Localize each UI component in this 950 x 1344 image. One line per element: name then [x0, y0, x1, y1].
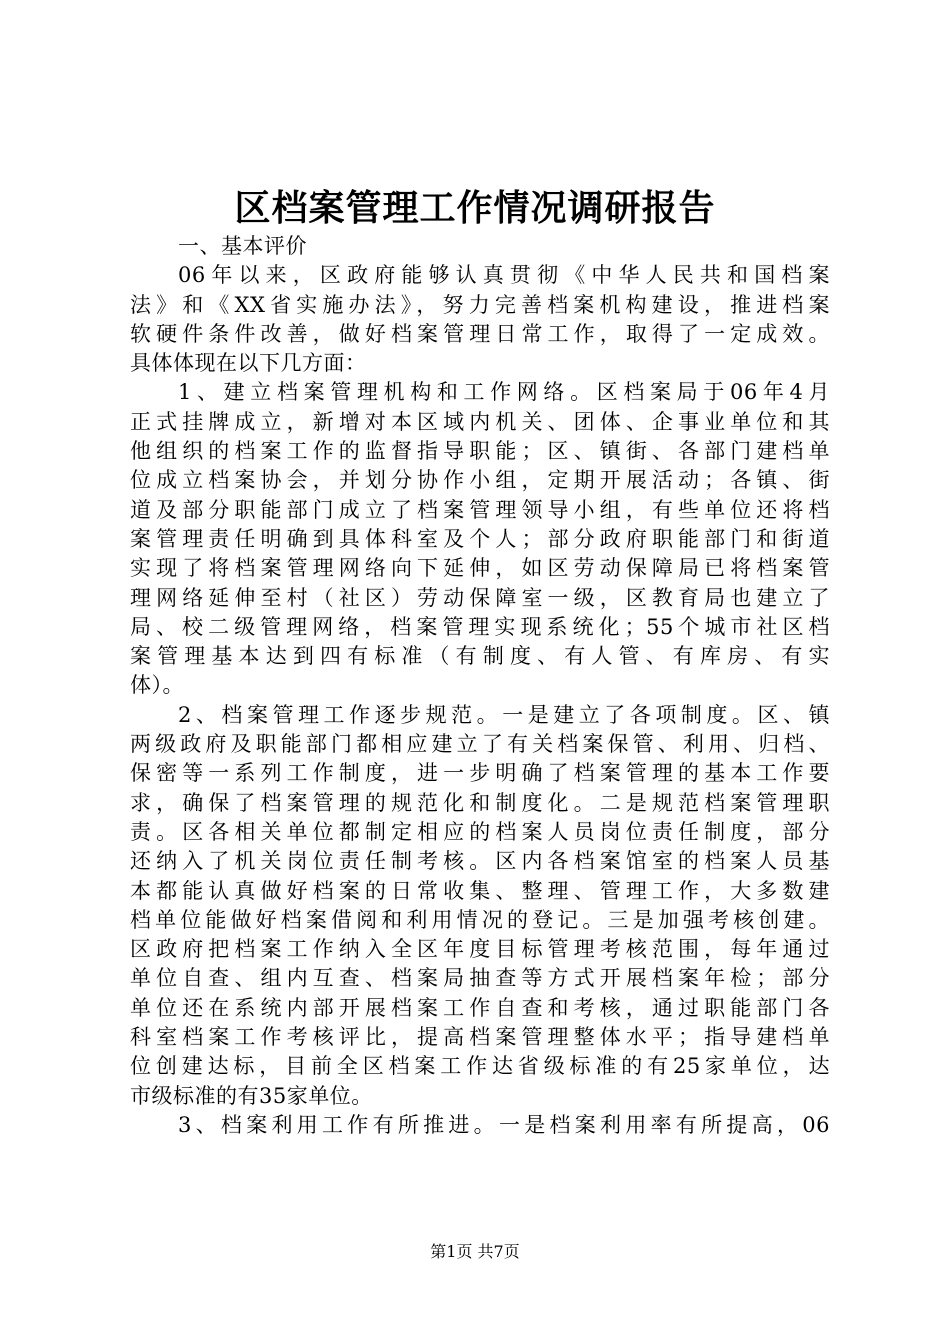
text-line: 1、建立档案管理机构和工作网络。区档案局于06年4月: [178, 380, 830, 405]
text-line: 责。区各相关单位都制定相应的档案人员岗位责任制度，部分: [130, 819, 830, 844]
text-line: 位成立档案协会，并划分协作小组，定期开展活动；各镇、街: [130, 468, 830, 493]
text-line: 具体体现在以下几方面：: [130, 351, 367, 376]
text-line: 06年以来，区政府能够认真贯彻《中华人民共和国档案: [178, 263, 830, 288]
text-line: 单位还在系统内部开展档案工作自查和考核，通过职能部门各: [130, 995, 830, 1020]
text-line: 科室档案工作考核评比，提高档案管理整体水平；指导建档单: [130, 1025, 830, 1050]
document-title: 区档案管理工作情况调研报告: [234, 187, 716, 229]
text-line: 局、校二级管理网络，档案管理实现系统化；55个城市社区档: [130, 614, 830, 639]
text-line: 保密等一系列工作制度，进一步明确了档案管理的基本工作要: [130, 761, 830, 786]
document-body: [130, 232, 830, 1140]
text-line: 正式挂牌成立，新增对本区域内机关、团体、企事业单位和其: [130, 409, 830, 434]
text-line: 求，确保了档案管理的规范化和制度化。二是规范档案管理职: [130, 790, 830, 815]
text-line: 单位自查、组内互查、档案局抽查等方式开展档案年检；部分: [130, 966, 830, 991]
text-line: 实现了将档案管理网络向下延伸，如区劳动保障局已将档案管: [130, 556, 830, 581]
text-line: 体）。: [130, 673, 184, 698]
text-line: 本都能认真做好档案的日常收集、整理、管理工作，大多数建: [130, 878, 830, 903]
text-line: 道及部分职能部门成立了档案管理领导小组，有些单位还将档: [130, 497, 830, 522]
text-line: 2、档案管理工作逐步规范。一是建立了各项制度。区、镇: [178, 702, 830, 727]
text-line: 区政府把档案工作纳入全区年度目标管理考核范围，每年通过: [130, 937, 830, 962]
text-line: 还纳入了机关岗位责任制考核。区内各档案馆室的档案人员基: [130, 849, 830, 874]
text-line: 3、档案利用工作有所推进。一是档案利用率有所提高，06: [178, 1112, 830, 1137]
page-footer: 第1页 共7页: [430, 1242, 520, 1261]
text-line: 档单位能做好档案借阅和利用情况的登记。三是加强考核创建。: [130, 907, 830, 932]
text-line: 案管理责任明确到具体科室及个人；部分政府职能部门和街道: [130, 526, 830, 551]
text-line: 案管理基本达到四有标准（有制度、有人管、有库房、有实: [130, 644, 830, 669]
text-line: 市级标准的有35家单位。: [130, 1083, 373, 1108]
text-line: 他组织的档案工作的监督指导职能；区、镇街、各部门建档单: [130, 439, 830, 464]
text-line: 软硬件条件改善，做好档案管理日常工作，取得了一定成效。: [130, 321, 830, 346]
section-heading: 一、基本评价: [178, 234, 307, 258]
text-line: 两级政府及职能部门都相应建立了有关档案保管、利用、归档、: [130, 732, 830, 757]
text-line: 法》和《XX省实施办法》，努力完善档案机构建设，推进档案: [130, 292, 830, 317]
text-line: 理网络延伸至村（社区）劳动保障室一级，区教育局也建立了: [130, 585, 830, 610]
text-line: 位创建达标，目前全区档案工作达省级标准的有25家单位，达: [130, 1054, 830, 1079]
